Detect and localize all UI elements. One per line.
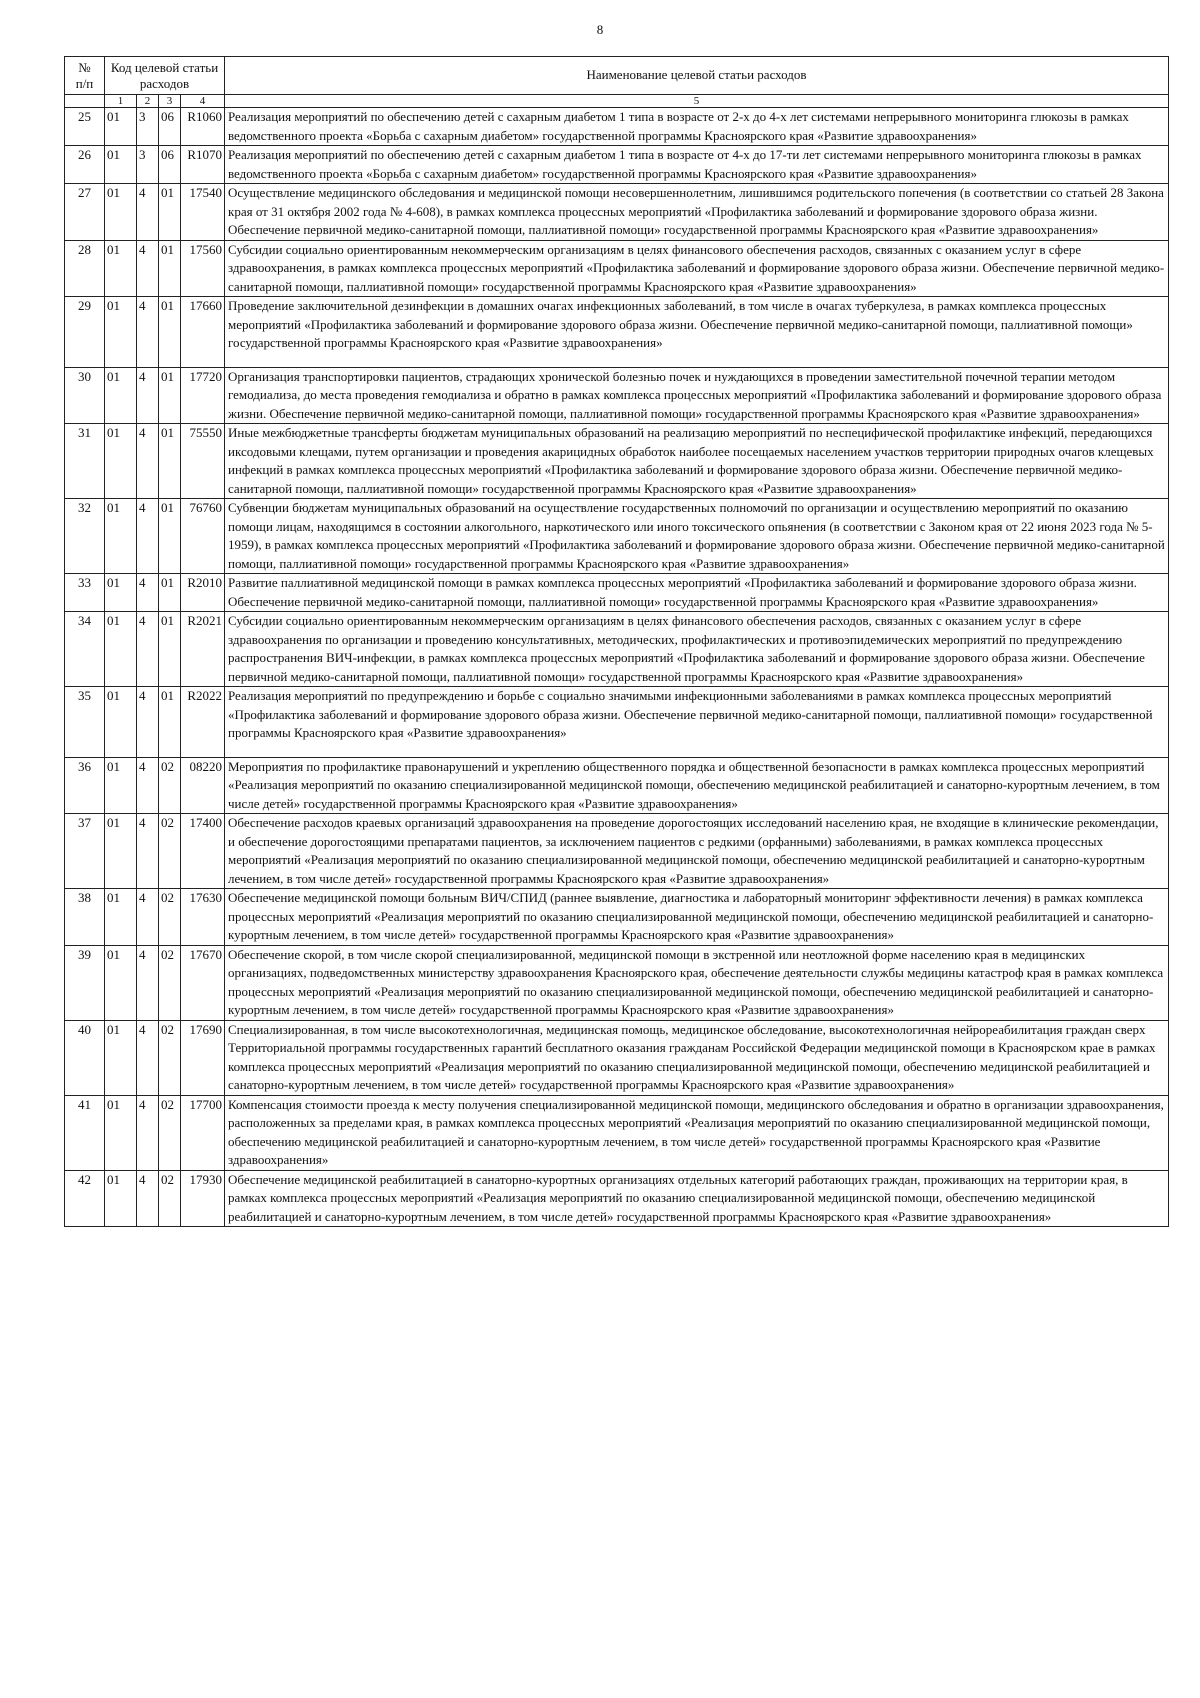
row-description-text: Иные межбюджетные трансферты бюджетам муниципальных образований на реализацию мероприятий по неспецифической профилактике инфекций, передающихся иксодовыми клещами, путем организации и проведения акарицидных обработок наиболее посещаемых населением участков территории природных очагов клещевых инфекций в рамках комплекса процессных мероприятий «Профилактика заболеваний и формирование здорового образа жизни. Обеспечение первичной медико-санитарной помощи, паллиативной помощи» государственной программы Красноярского края «Развитие здравоохранения» <box>228 425 1154 496</box>
code-part-4-text: 75550 <box>189 425 222 440</box>
code-part-4-text: 76760 <box>189 500 222 515</box>
row-number-text: 39 <box>78 946 91 962</box>
code-part-1-text: 01 <box>107 109 120 124</box>
row-description-text: Мероприятия по профилактике правонарушений и укреплению общественного порядка и общественной безопасности в рамках комплекса процессных мероприятий «Реализация мероприятий по оказанию специализированной медицинской помощи, обеспечению медицинской реабилитацией и санаторно-курортным лечением, в том числе детей» государственной программы Красноярского края «Развитие здравоохранения» <box>228 758 1160 811</box>
row-number-text: 29 <box>78 298 91 313</box>
row-number <box>65 367 105 424</box>
code-part-4 <box>181 574 225 612</box>
row-number <box>65 687 105 758</box>
code-part-1-text: 01 <box>107 1021 120 1037</box>
code-part-2 <box>137 814 159 889</box>
code-part-4-text: 17540 <box>189 185 222 200</box>
code-part-2-text: 4 <box>139 368 146 384</box>
code-part-2 <box>137 1095 159 1170</box>
table-body <box>65 108 1169 1227</box>
code-part-1-text: 01 <box>107 758 120 774</box>
code-part-3-text: 02 <box>161 758 174 774</box>
code-part-3 <box>159 146 181 184</box>
row-description-text: Осуществление медицинского обследования и медицинской помощи несовершеннолетним, лишившимся родительского попечения (в соответствии со статьей 28 Закона края от 31 октября 2002 года № 4-608), в рамках комплекса процессных мероприятий «Профилактика заболеваний и формирование здорового образа жизни. Обеспечение первичной медико-санитарной помощи, паллиативной помощи» государственной программы Красноярского края «Развитие здравоохранения» <box>228 185 1164 237</box>
row-description-text: Организация транспортировки пациентов, страдающих хронической болезнью почек и нуждающихся в проведении заместительной почечной терапии методом гемодиализа, до места проведения гемодиализа и обратно в рамках комплекса процессных мероприятий «Профилактика заболеваний и формирование здорового образа жизни. Обеспечение первичной медико-санитарной помощи, паллиативной помощи» государственной программы Красноярского края «Развитие здравоохранения» <box>228 368 1162 421</box>
code-part-2 <box>137 297 159 368</box>
code-part-2-text: 4 <box>139 500 146 515</box>
header-name: Наименование целевой статьи расходов <box>225 57 1169 95</box>
row-description <box>225 240 1169 297</box>
code-part-4-text: R1060 <box>187 109 222 124</box>
code-part-3 <box>159 297 181 368</box>
code-part-2 <box>137 184 159 241</box>
code-part-4 <box>181 1170 225 1227</box>
code-part-3 <box>159 612 181 687</box>
code-part-1-text: 01 <box>107 1096 120 1112</box>
code-part-3 <box>159 184 181 241</box>
code-part-4 <box>181 240 225 297</box>
code-part-2-text: 4 <box>139 1171 146 1187</box>
code-part-2-text: 4 <box>139 613 146 628</box>
code-part-4-text: 17670 <box>189 946 222 962</box>
row-number-text: 36 <box>78 758 91 774</box>
row-number-text: 25 <box>78 109 91 124</box>
row-description <box>225 889 1169 946</box>
code-part-3 <box>159 108 181 146</box>
row-description-text: Реализация мероприятий по предупреждению и борьбе с социально значимыми инфекционными заболеваниями в рамках комплекса процессных мероприятий «Профилактика заболеваний и формирование здорового образа жизни. Обеспечение первичной медико-санитарной помощи, паллиативной помощи» государственной программы Красноярского края «Развитие здравоохранения» <box>228 688 1153 740</box>
row-number-text: 27 <box>78 185 91 200</box>
row-description-text: Развитие паллиативной медицинской помощи в рамках комплекса процессных мероприятий «Профилактика заболеваний и формирование здорового образа жизни. Обеспечение первичной медико-санитарной помощи, паллиативной помощи» государственной программы Красноярского края «Развитие здравоохранения» <box>228 575 1137 609</box>
row-description-text: Обеспечение скорой, в том числе скорой специализированной, медицинской помощи в экстренной или неотложной форме населению края в медицинских организациях, подведомственных министерству здравоохранения Красноярского края, обеспечение деятельности службы медицины катастроф края в рамках комплекса процессных мероприятий «Реализация мероприятий по оказанию специализированной медицинской помощи, обеспечению медицинской реабилитацией и санаторно-курортным лечением, в том числе детей» государственной программы Красноярского края «Развитие здравоохранения» <box>228 946 1164 1017</box>
code-part-4-text: 17700 <box>189 1096 222 1112</box>
row-number-text: 30 <box>78 368 91 384</box>
code-part-2 <box>137 108 159 146</box>
code-part-2 <box>137 424 159 499</box>
row-number-text: 33 <box>78 575 91 590</box>
row-description-text: Реализация мероприятий по обеспечению детей с сахарным диабетом 1 типа в возрасте от 2-х до 4-х лет системами непрерывного мониторинга глюкозы в рамках ведомственного проекта «Борьба с сахарным диабетом» государственной программы Красноярского края «Развитие здравоохранения» <box>228 109 1129 143</box>
code-part-2-text: 4 <box>139 946 146 962</box>
row-number <box>65 945 105 1020</box>
row-number-text: 26 <box>78 147 91 162</box>
table-row <box>65 499 1169 574</box>
code-part-3 <box>159 814 181 889</box>
row-number <box>65 814 105 889</box>
row-description <box>225 687 1169 758</box>
code-part-4 <box>181 814 225 889</box>
code-part-2 <box>137 757 159 814</box>
code-part-1 <box>105 1170 137 1227</box>
code-part-2 <box>137 687 159 758</box>
row-description <box>225 297 1169 368</box>
row-description-text: Проведение заключительной дезинфекции в домашних очагах инфекционных заболеваний, в том числе в очагах туберкулеза, в рамках комплекса процессных мероприятий «Профилактика заболеваний и формирование здорового образа жизни. Обеспечение первичной медико-санитарной помощи, паллиативной помощи» государственной программы Красноярского края «Развитие здравоохранения» <box>228 298 1133 350</box>
code-part-2-text: 4 <box>139 890 146 905</box>
code-part-3-text: 02 <box>161 1096 174 1112</box>
row-number <box>65 889 105 946</box>
code-part-1-text: 01 <box>107 613 120 628</box>
row-description <box>225 757 1169 814</box>
code-part-1 <box>105 1020 137 1095</box>
code-part-3 <box>159 424 181 499</box>
code-part-3-text: 01 <box>161 368 174 384</box>
code-part-2-text: 4 <box>139 815 146 830</box>
code-part-4-text: 17630 <box>189 890 222 905</box>
row-description <box>225 1170 1169 1227</box>
row-number <box>65 1020 105 1095</box>
code-part-3 <box>159 757 181 814</box>
row-description-text: Обеспечение медицинской реабилитацией в санаторно-курортных организациях отдельных категорий работающих граждан, проживающих на территории края, в рамках комплекса процессных мероприятий «Реализация мероприятий по оказанию специализированной медицинской помощи, обеспечению медицинской реабилитацией и санаторно-курортным лечением, в том числе детей» государственной программы Красноярского края «Развитие здравоохранения» <box>228 1171 1128 1224</box>
code-part-1 <box>105 499 137 574</box>
code-part-3 <box>159 499 181 574</box>
code-part-1 <box>105 814 137 889</box>
code-part-2 <box>137 1020 159 1095</box>
row-description <box>225 108 1169 146</box>
table-row <box>65 146 1169 184</box>
code-part-2-text: 4 <box>139 1096 146 1112</box>
code-part-1 <box>105 757 137 814</box>
code-part-1-text: 01 <box>107 575 120 590</box>
row-number-text: 28 <box>78 241 91 257</box>
header-number: 5 <box>225 95 1169 108</box>
code-part-4 <box>181 184 225 241</box>
row-number <box>65 1095 105 1170</box>
code-part-2 <box>137 367 159 424</box>
row-number <box>65 1170 105 1227</box>
row-number <box>65 108 105 146</box>
row-number-text: 42 <box>78 1171 91 1187</box>
code-part-1 <box>105 889 137 946</box>
code-part-4 <box>181 687 225 758</box>
code-part-3-text: 01 <box>161 425 174 440</box>
code-part-3-text: 01 <box>161 241 174 257</box>
code-part-1-text: 01 <box>107 241 120 257</box>
row-description-text: Субвенции бюджетам муниципальных образований на осуществление государственных полномочий по организации и осуществлению мероприятий по оказанию помощи лицам, находящимся в состоянии алкогольного, наркотического или иного токсического опьянения (в соответствии с Законом края от 22 июня 2023 года № 5-1959), в рамках комплекса процессных мероприятий «Профилактика заболеваний и формирование здорового образа жизни. Обеспечение первичной медико-санитарной помощи, паллиативной помощи» государственной программы Красноярского края «Развитие здравоохранения» <box>228 500 1165 571</box>
code-part-3 <box>159 889 181 946</box>
table-row <box>65 367 1169 424</box>
table-row <box>65 297 1169 368</box>
code-part-2-text: 4 <box>139 688 146 703</box>
code-part-1-text: 01 <box>107 147 120 162</box>
code-part-3-text: 02 <box>161 890 174 905</box>
code-part-4 <box>181 889 225 946</box>
code-part-3-text: 01 <box>161 298 174 313</box>
row-description <box>225 1095 1169 1170</box>
row-description-text: Субсидии социально ориентированным некоммерческим организациям в целях финансового обеспечения расходов, связанных с оказанием услуг в сфере здравоохранения по организации и проведению консультативных, методических, профилактических и противоэпидемических мероприятий по предупреждению распространения ВИЧ-инфекции, в рамках комплекса процессных мероприятий «Профилактика заболеваний и формирование здорового образа жизни. Обеспечение первичной медико-санитарной помощи, паллиативной помощи» государственной программы Красноярского края «Развитие здравоохранения» <box>228 613 1145 684</box>
code-part-2 <box>137 945 159 1020</box>
header-number: 4 <box>181 95 225 108</box>
code-part-4 <box>181 1095 225 1170</box>
row-description-text: Реализация мероприятий по обеспечению детей с сахарным диабетом 1 типа в возрасте от 4-х до 17-ти лет системами непрерывного мониторинга глюкозы в рамках ведомственного проекта «Борьба с сахарным диабетом» государственной программы Красноярского края «Развитие здравоохранения» <box>228 147 1142 181</box>
code-part-4-text: 17720 <box>189 368 222 384</box>
code-part-4 <box>181 367 225 424</box>
code-part-4-text: 17690 <box>189 1021 222 1037</box>
row-description <box>225 814 1169 889</box>
code-part-3-text: 01 <box>161 575 174 590</box>
row-number <box>65 184 105 241</box>
header-number: 3 <box>159 95 181 108</box>
code-part-1-text: 01 <box>107 368 120 384</box>
code-part-1 <box>105 1095 137 1170</box>
code-part-2-text: 4 <box>139 298 146 313</box>
code-part-1 <box>105 574 137 612</box>
code-part-4-text: R1070 <box>187 147 222 162</box>
row-number-text: 32 <box>78 500 91 515</box>
code-part-3-text: 01 <box>161 500 174 515</box>
code-part-3-text: 02 <box>161 946 174 962</box>
header-number: 1 <box>105 95 137 108</box>
code-part-2-text: 4 <box>139 241 146 257</box>
code-part-3-text: 01 <box>161 613 174 628</box>
row-number <box>65 146 105 184</box>
table-row <box>65 612 1169 687</box>
code-part-4-text: 17400 <box>189 815 222 830</box>
table-row <box>65 1170 1169 1227</box>
code-part-1 <box>105 240 137 297</box>
table-row <box>65 240 1169 297</box>
row-description-text: Субсидии социально ориентированным некоммерческим организациям в целях финансового обеспечения расходов, связанных с оказанием услуг в сфере здравоохранения, в рамках комплекса процессных мероприятий «Профилактика заболеваний и формирование здорового образа жизни. Обеспечение первичной медико-санитарной помощи, паллиативной помощи» государственной программы Красноярского края «Развитие здравоохранения» <box>228 241 1165 294</box>
code-part-1 <box>105 945 137 1020</box>
code-part-1 <box>105 297 137 368</box>
code-part-4 <box>181 757 225 814</box>
code-part-1 <box>105 612 137 687</box>
code-part-3 <box>159 1170 181 1227</box>
code-part-4 <box>181 612 225 687</box>
row-description <box>225 574 1169 612</box>
code-part-4-text: 17560 <box>189 241 222 257</box>
row-description <box>225 499 1169 574</box>
page-number: 8 <box>596 22 604 37</box>
code-part-1-text: 01 <box>107 815 120 830</box>
row-number-text: 34 <box>78 613 91 628</box>
code-part-4 <box>181 499 225 574</box>
row-description-text: Специализированная, в том числе высокотехнологичная, медицинская помощь, медицинское обследование, высокотехнологичная нейрореабилитация граждан сверх Территориальной программы государственных гарантий бесплатного оказания гражданам Российской Федерации медицинской помощи в Красноярском крае в рамках комплекса процессных мероприятий «Реализация мероприятий по оказанию специализированной медицинской помощи, обеспечению медицинской реабилитацией и санаторно-курортным лечением, в том числе детей» государственной программы Красноярского края «Развитие здравоохранения» <box>228 1021 1156 1092</box>
code-part-2 <box>137 1170 159 1227</box>
row-number <box>65 240 105 297</box>
header-code-group: Код целевой статьи расходов <box>105 57 225 95</box>
code-part-2 <box>137 612 159 687</box>
table-row <box>65 184 1169 241</box>
code-part-4-text: 17930 <box>189 1171 222 1187</box>
row-number-text: 41 <box>78 1096 91 1112</box>
code-part-2 <box>137 240 159 297</box>
code-part-3-text: 02 <box>161 815 174 830</box>
code-part-1-text: 01 <box>107 425 120 440</box>
row-description <box>225 184 1169 241</box>
table-row <box>65 687 1169 758</box>
row-number <box>65 612 105 687</box>
target-expense-table <box>64 56 1169 1227</box>
budget-table-container <box>64 56 1168 1227</box>
row-number <box>65 297 105 368</box>
code-part-2-text: 4 <box>139 1021 146 1037</box>
row-number-text: 40 <box>78 1021 91 1037</box>
code-part-1-text: 01 <box>107 1171 120 1187</box>
header-numbers-row <box>65 95 1169 108</box>
code-part-3 <box>159 367 181 424</box>
row-description <box>225 1020 1169 1095</box>
code-part-2-text: 4 <box>139 575 146 590</box>
table-row <box>65 945 1169 1020</box>
code-part-4 <box>181 108 225 146</box>
code-part-2 <box>137 574 159 612</box>
code-part-3 <box>159 1020 181 1095</box>
code-part-2 <box>137 499 159 574</box>
code-part-2-text: 4 <box>139 185 146 200</box>
code-part-1-text: 01 <box>107 890 120 905</box>
code-part-3 <box>159 945 181 1020</box>
table-row <box>65 108 1169 146</box>
code-part-1-text: 01 <box>107 946 120 962</box>
row-spacer <box>228 353 1165 367</box>
row-description <box>225 424 1169 499</box>
code-part-1 <box>105 184 137 241</box>
code-part-2 <box>137 889 159 946</box>
row-number <box>65 757 105 814</box>
code-part-4 <box>181 1020 225 1095</box>
header-number: 2 <box>137 95 159 108</box>
row-description <box>225 367 1169 424</box>
code-part-4 <box>181 297 225 368</box>
code-part-3 <box>159 687 181 758</box>
code-part-4-text: R2010 <box>187 575 222 590</box>
code-part-2-text: 3 <box>139 147 146 162</box>
code-part-4-text: 17660 <box>189 298 222 313</box>
table-row <box>65 1020 1169 1095</box>
table-row <box>65 1095 1169 1170</box>
row-number <box>65 424 105 499</box>
code-part-4 <box>181 945 225 1020</box>
code-part-3 <box>159 240 181 297</box>
row-description-text: Обеспечение расходов краевых организаций здравоохранения на проведение дорогостоящих исследований населению края, не входящие в клинические рекомендации, и обеспечение дорогостоящими препаратами пациентов, за исключением пациентов с редкими (орфанными) заболеваниями, в рамках комплекса процессных мероприятий «Реализация мероприятий по оказанию специализированной медицинской помощи, обеспечению медицинской реабилитацией и санаторно-курортным лечением, в том числе детей» государственной программы Красноярского края «Развитие здравоохранения» <box>228 815 1159 886</box>
row-description <box>225 146 1169 184</box>
code-part-3 <box>159 574 181 612</box>
row-number-text: 35 <box>78 688 91 703</box>
row-number-text: 31 <box>78 425 91 440</box>
row-description <box>225 612 1169 687</box>
row-description <box>225 945 1169 1020</box>
code-part-4 <box>181 424 225 499</box>
row-number <box>65 574 105 612</box>
code-part-1 <box>105 424 137 499</box>
code-part-2 <box>137 146 159 184</box>
code-part-1 <box>105 146 137 184</box>
table-row <box>65 757 1169 814</box>
table-row <box>65 814 1169 889</box>
code-part-4-text: R2021 <box>187 613 222 628</box>
code-part-1-text: 01 <box>107 500 120 515</box>
code-part-1 <box>105 367 137 424</box>
code-part-2-text: 4 <box>139 425 146 440</box>
row-number-text: 37 <box>78 815 91 830</box>
row-number-text: 38 <box>78 890 91 905</box>
code-part-3-text: 02 <box>161 1021 174 1037</box>
code-part-3 <box>159 1095 181 1170</box>
code-part-2-text: 3 <box>139 109 146 124</box>
code-part-2-text: 4 <box>139 758 146 774</box>
code-part-4-text: 08220 <box>189 758 222 774</box>
code-part-1-text: 01 <box>107 688 120 703</box>
row-description-text: Компенсация стоимости проезда к месту получения специализированной медицинской помощи, медицинского обследования и обратно в организации здравоохранения, расположенных за пределами края, в рамках комплекса процессных мероприятий «Реализация мероприятий по оказанию специализированной медицинской помощи, обеспечению медицинской реабилитацией и санаторно-курортным лечением, в том числе детей» государственной программы Красноярского края «Развитие здравоохранения» <box>228 1096 1164 1167</box>
table-row <box>65 574 1169 612</box>
row-spacer <box>228 743 1165 757</box>
code-part-3-text: 01 <box>161 185 174 200</box>
code-part-4-text: R2022 <box>187 688 222 703</box>
code-part-3-text: 06 <box>161 109 174 124</box>
header-row-number: № п/п <box>65 57 105 95</box>
row-description-text: Обеспечение медицинской помощи больным ВИЧ/СПИД (раннее выявление, диагностика и лабораторный мониторинг эффективности лечения) в рамках комплекса процессных мероприятий «Реализация мероприятий по оказанию специализированной медицинской помощи, обеспечению медицинской реабилитацией и санаторно-курортным лечением, в том числе детей» государственной программы Красноярского края «Развитие здравоохранения» <box>228 890 1154 942</box>
table-row <box>65 889 1169 946</box>
header-number <box>65 95 105 108</box>
code-part-1 <box>105 687 137 758</box>
code-part-1-text: 01 <box>107 298 120 313</box>
code-part-3-text: 06 <box>161 147 174 162</box>
code-part-1-text: 01 <box>107 185 120 200</box>
table-row <box>65 424 1169 499</box>
code-part-4 <box>181 146 225 184</box>
code-part-3-text: 01 <box>161 688 174 703</box>
code-part-3-text: 02 <box>161 1171 174 1187</box>
code-part-1 <box>105 108 137 146</box>
row-number <box>65 499 105 574</box>
